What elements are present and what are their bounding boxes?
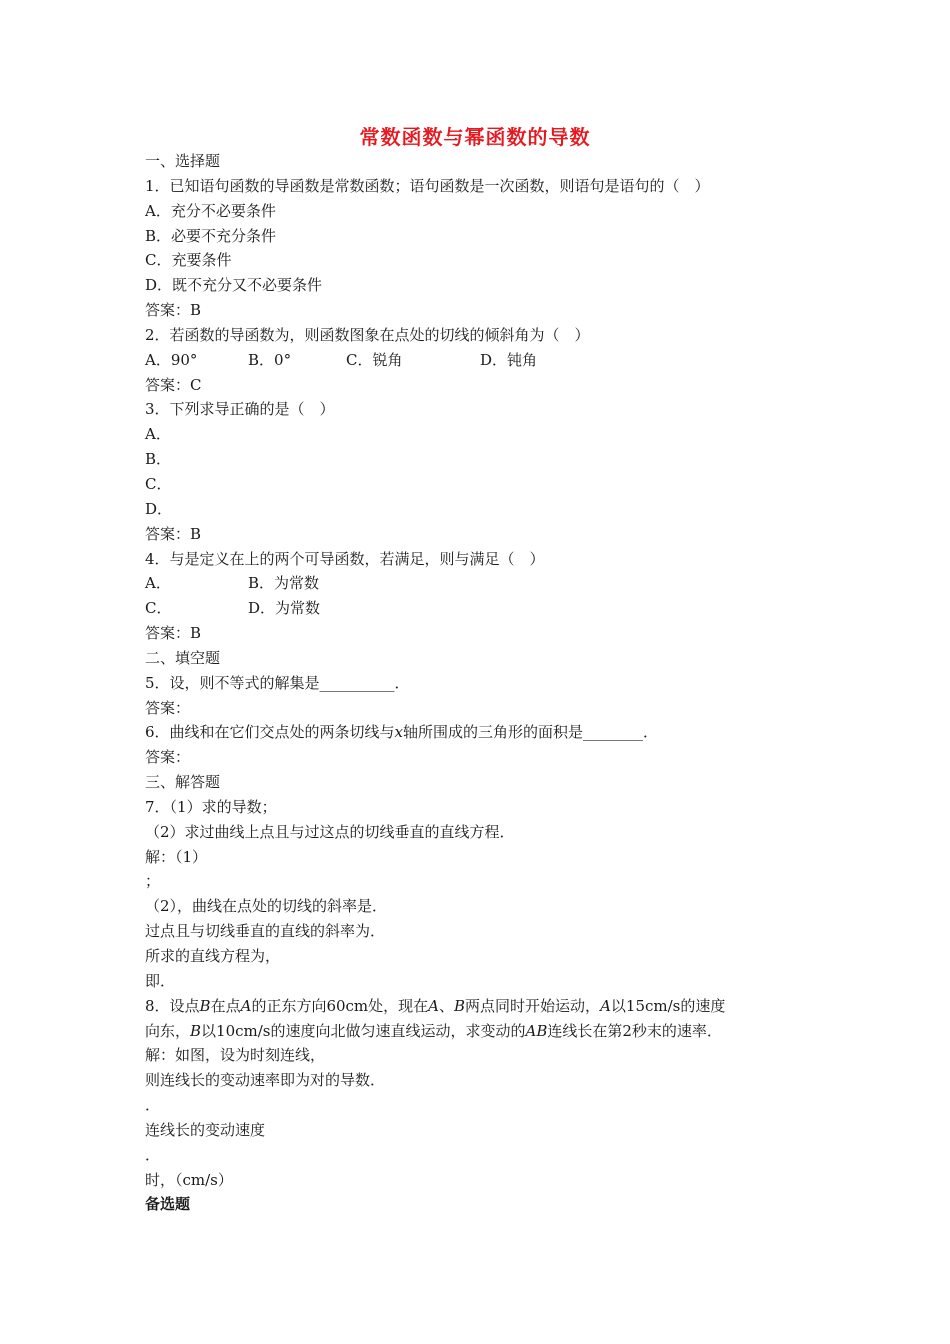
variable-x: x bbox=[394, 723, 404, 742]
solution-line: 过点且与切线垂直的直线的斜率为． bbox=[145, 922, 386, 941]
question-text: 6．曲线和在它们交点处的两条切线与 bbox=[145, 723, 395, 742]
section-heading-bold: 备选题 bbox=[145, 1195, 191, 1214]
options-row bbox=[145, 596, 825, 621]
question-text: 轴所围成的三角形的面积是________． bbox=[403, 723, 659, 742]
option-d: D．既不充分又不必要条件 bbox=[145, 276, 323, 295]
segment-ab: AB bbox=[525, 1021, 548, 1040]
option-a: A． bbox=[145, 574, 171, 593]
option-b: B．必要不充分条件 bbox=[145, 226, 277, 245]
answer: 答案：B bbox=[145, 624, 202, 643]
point-b: B bbox=[199, 996, 211, 1015]
answer: 答案：B bbox=[145, 301, 202, 320]
text: 连线长在第2秒末的速率． bbox=[547, 1021, 722, 1040]
text: 在点 bbox=[210, 996, 241, 1015]
option-c: C． bbox=[145, 599, 172, 618]
option-a: A． bbox=[145, 425, 171, 444]
solution-line: ． bbox=[145, 1145, 161, 1164]
option-d: D．为常数 bbox=[248, 599, 321, 618]
question-1: 1．已知语句函数的导函数是常数函数；语句函数是一次函数，则语句是语句的（ ） bbox=[145, 176, 710, 195]
solution-line: 即． bbox=[145, 971, 176, 990]
text: 两点同时开始运动， bbox=[465, 996, 601, 1015]
answer: 答案：B bbox=[145, 524, 202, 543]
point-b: B bbox=[190, 1021, 202, 1040]
point-a: A bbox=[428, 996, 439, 1015]
option-a: A．充分不必要条件 bbox=[145, 201, 276, 220]
answer: 答案： bbox=[145, 748, 191, 767]
solution-line: 所求的直线方程为， bbox=[145, 947, 281, 965]
question-3: 3．下列求导正确的是（ ） bbox=[145, 400, 335, 419]
options-row bbox=[145, 571, 825, 596]
section-heading: 三、解答题 bbox=[145, 773, 221, 792]
question-7-part-2: （2）求过曲线上点且与过这点的切线垂直的直线方程． bbox=[145, 822, 515, 841]
text: 向东， bbox=[145, 1021, 191, 1040]
solution-line: ． bbox=[145, 1096, 161, 1115]
option-b: B． bbox=[145, 450, 172, 469]
question-8-continued bbox=[145, 1019, 825, 1044]
section-heading: 一、选择题 bbox=[145, 152, 221, 170]
options-row bbox=[145, 348, 825, 373]
text: 以15cm/s的速度 bbox=[610, 996, 726, 1015]
text: 以10cm/s的速度向北做匀速直线运动，求变动的 bbox=[201, 1021, 526, 1040]
question-7: 7．（1）求的导数； bbox=[145, 797, 277, 816]
option-d: D． bbox=[145, 499, 173, 518]
option-c: C．锐角 bbox=[346, 350, 403, 369]
option-b: B．0° bbox=[248, 350, 292, 369]
text: 8．设点 bbox=[145, 996, 200, 1015]
option-b: B．为常数 bbox=[248, 574, 320, 593]
option-d: D．钝角 bbox=[480, 350, 538, 369]
point-a: A bbox=[240, 996, 252, 1015]
section-heading: 二、填空题 bbox=[145, 648, 221, 667]
document-body bbox=[145, 149, 825, 1217]
solution-line: 连线长的变动速度 bbox=[145, 1120, 266, 1139]
question-6 bbox=[145, 720, 825, 745]
solution-line: 解：如图，设为时刻连线， bbox=[145, 1046, 326, 1065]
solution-line: 则连线长的变动速率即为对的导数． bbox=[145, 1071, 386, 1090]
text: 、 bbox=[439, 996, 455, 1015]
question-5: 5．设，则不等式的解集是__________． bbox=[145, 673, 410, 692]
question-2: 2．若函数的导函数为，则函数图象在点处的切线的倾斜角为（ ） bbox=[145, 325, 590, 344]
document-title: 常数函数与幂函数的导数 bbox=[359, 125, 591, 149]
solution-line: ； bbox=[145, 872, 161, 891]
option-c: C． bbox=[145, 474, 172, 493]
solution-line: 时，（cm/s） bbox=[145, 1170, 233, 1189]
question-4: 4．与是定义在上的两个可导函数，若满足，则与满足（ ） bbox=[145, 549, 545, 568]
question-8 bbox=[145, 994, 825, 1019]
answer: 答案：C bbox=[145, 375, 202, 394]
option-c: C．充要条件 bbox=[145, 251, 232, 270]
option-a: A．90° bbox=[145, 350, 198, 369]
solution-line: （2），曲线在点处的切线的斜率是． bbox=[145, 897, 388, 916]
point-a: A bbox=[600, 996, 611, 1015]
point-b: B bbox=[454, 996, 466, 1015]
answer: 答案： bbox=[145, 698, 191, 717]
text: 的正东方向60cm处，现在 bbox=[251, 996, 429, 1015]
solution-line: 解：（1） bbox=[145, 847, 208, 866]
